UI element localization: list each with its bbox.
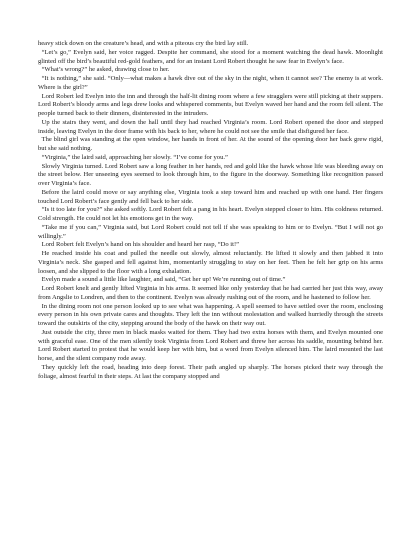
- paragraph: “Take me if you can,” Virginia said, but Lord Robert could not tell if she was speaking to him or to Evelyn. “But I will not go willingly.”: [38, 223, 383, 240]
- paragraph: Lord Robert knelt and gently lifted Virginia in his arms. It seemed like only yesterday that he had carried her just this way, away from Angslie to Londren, and then to the continent. Evelyn was already rushing out of the room, and he hastened to follow her.: [38, 285, 383, 301]
- paragraph: Lord Robert felt Evelyn’s hand on his shoulder and heard her rasp, “Do it!”: [41, 241, 240, 249]
- paragraph: Just outside the city, three men in black masks waited for them. They had two extra horses with them, and Evelyn mounted one with graceful ease. One of the men silently took Virginia from Lord Robert and threw her across his saddle, mounting behind her. Lord Robert started to protest that he would keep her with him, but a word from Evelyn silenced him. The laird mounted the last horse, and the silent company rode away.: [38, 328, 383, 362]
- paragraph: “Virginia,” the laird said, approaching her slowly. “I’ve come for you.”: [41, 153, 228, 161]
- paragraph: heavy stick down on the creature’s head, and with a piteous cry the bird lay still.: [38, 40, 249, 47]
- paragraph: Lord Robert led Evelyn into the inn and through the half-lit dining room where a few stragglers were still picking at their suppers. Lord Robert’s bloody arms and legs drew looks and whispered comments, but Evelyn waved her hand and the room fell silent. The people turned back to their dinners, disinterested in the intruders.: [38, 92, 383, 117]
- paragraph: “What’s wrong?” he asked, drawing close to her.: [41, 66, 170, 74]
- paragraph: “Let’s go,” Evelyn said, her voice ragged. Despite her command, she stood for a moment watching the dead hawk. Moonlight glinted off the bird’s beautiful red-gold feathers, and for an instant Lord Robert thought he saw fear in Evelyn’s face.: [38, 48, 383, 65]
- paragraph: Before the laird could move or say anything else, Virginia took a step toward him and reached up with one hand. Her fingers touched Lord Robert’s face gently and fell back to her side.: [38, 188, 383, 205]
- paragraph: In the dining room not one person looked up to see what was happening. A spell seemed to have settled over the room, enclosing every person in his own private cares and thoughts. They left the inn without molestation and walked hurriedly through the streets toward the outskirts of the city, stepping around the body of the hawk on their way out.: [38, 302, 383, 327]
- paragraph: Slowly Virginia turned. Lord Robert saw a long feather in her hands, red and gold like the hawk whose life was bleeding away on the street below. Her unseeing eyes seemed to look through him, to the figure in the doorway. Something like recognition passed over Virginia’s face.: [38, 162, 383, 187]
- paragraph: “It is nothing,” she said. “Only—what makes a hawk dive out of the sky in the night, when it cannot see? The enemy is at work. Where is the girl?”: [38, 75, 383, 91]
- paragraph: They quickly left the road, heading into deep forest. Their path angled up sharply. The horses picked their way through the foliage, almost fearful in their steps. At last the company stopped and: [38, 363, 383, 380]
- paragraph: He reached inside his coat and pulled the needle out slowly, almost reluctantly. He lifted it slowly and then jabbed it into Virginia’s neck. She gasped and fell against him, momentarily struggling to stay on her feet. Then he felt her grip on his arms loosen, and she slipped to the floor with a long exhalation.: [38, 250, 383, 275]
- book-page: [38, 40, 383, 381]
- paragraph: The blind girl was standing at the open window, her hands in front of her. At the sound of the opening door her back grew rigid, but she said nothing.: [38, 136, 383, 152]
- paragraph: Up the stairs they went, and down the hall until they had reached Virginia’s room. Lord Robert opened the door and stepped inside, leaving Evelyn in the door frame with his back to her, where he could not see the smile that disfigured her face.: [38, 118, 383, 135]
- paragraph: “Is it too late for you?” she asked softly. Lord Robert felt a pang in his heart. Evelyn stepped closer to him. His coldness returned. Cold strength. He could not let his emotions get in the way.: [38, 206, 383, 222]
- paragraph: Evelyn made a sound a little like laughter, and said, “Get her up! We’re running out of time.”: [41, 276, 286, 284]
